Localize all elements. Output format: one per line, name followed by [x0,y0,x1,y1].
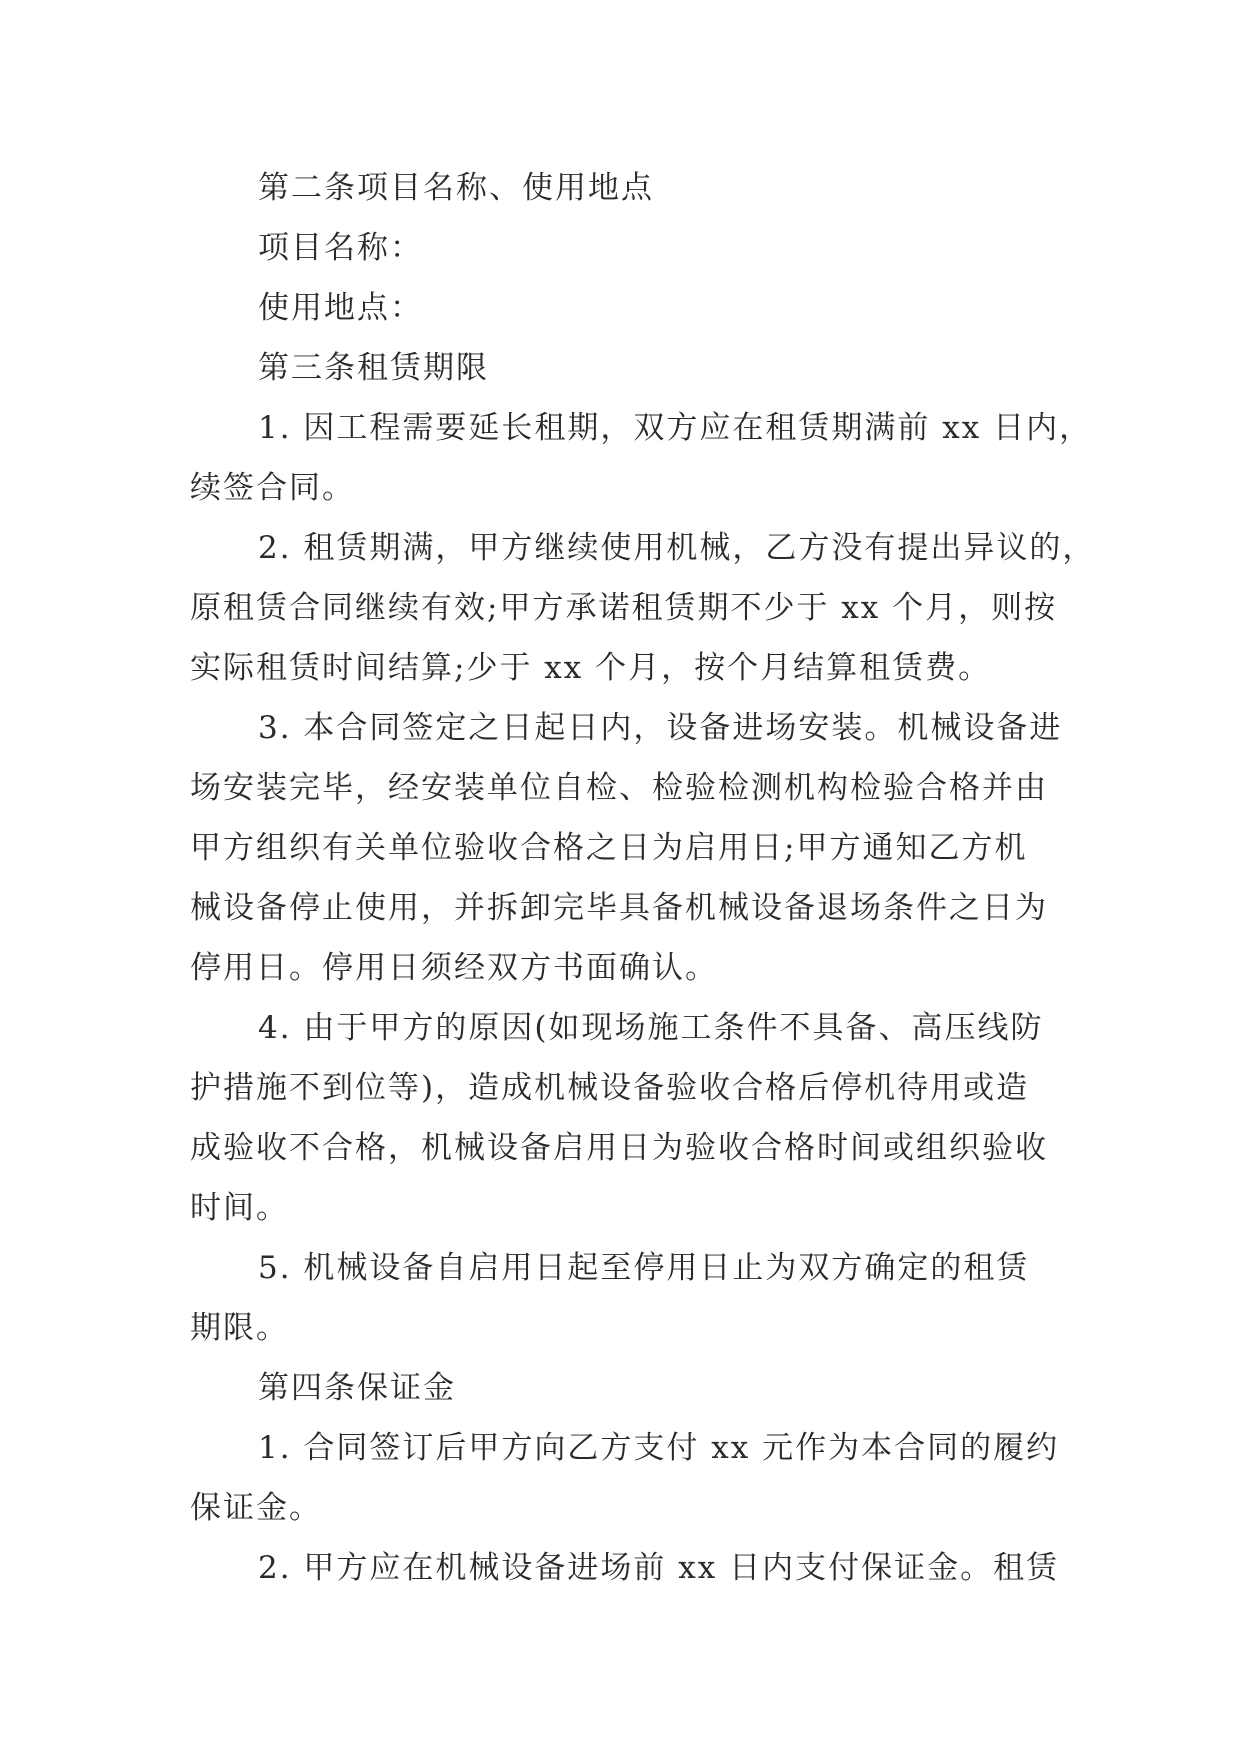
clause-3-2-line-3: 实际租赁时间结算;少于 xx 个月，按个月结算租赁费。 [190,650,992,686]
article-4-heading: 第四条保证金 [258,1370,456,1406]
clause-3-3-line-5: 停用日。停用日须经双方书面确认。 [190,950,718,986]
article-3-heading: 第三条租赁期限 [258,350,489,386]
clause-3-4-line-2: 护措施不到位等)，造成机械设备验收合格后停机待用或造 [190,1070,1030,1106]
clause-3-4-line-1: 4. 由于甲方的原因(如现场施工条件不具备、高压线防 [258,1010,1044,1046]
usage-location-line: 使用地点： [258,290,423,326]
clause-3-1-line-2: 续签合同。 [190,470,355,506]
clause-3-2-line-2: 原租赁合同继续有效;甲方承诺租赁期不少于 xx 个月，则按 [190,590,1058,626]
clause-3-3-line-2: 场安装完毕，经安装单位自检、检验检测机构检验合格并由 [190,770,1048,806]
clause-3-2-line-1: 2. 租赁期满，甲方继续使用机械，乙方没有提出异议的， [258,530,1096,566]
clause-3-3-line-1: 3. 本合同签定之日起日内，设备进场安装。机械设备进 [258,710,1063,746]
project-name-line: 项目名称： [258,230,423,266]
clause-3-3-line-3: 甲方组织有关单位验收合格之日为启用日;甲方通知乙方机 [190,830,1028,866]
document-body [190,158,1096,1598]
clause-3-3-line-4: 械设备停止使用，并拆卸完毕具备机械设备退场条件之日为 [190,890,1048,926]
article-2-heading: 第二条项目名称、使用地点 [258,170,654,206]
clause-4-1-line-1: 1. 合同签订后甲方向乙方支付 xx 元作为本合同的履约 [258,1430,1060,1466]
clause-3-4-line-3: 成验收不合格，机械设备启用日为验收合格时间或组织验收 [190,1130,1048,1166]
clause-3-1-line-1: 1. 因工程需要延长租期，双方应在租赁期满前 xx 日内， [258,410,1093,446]
clause-4-2-line-1: 2. 甲方应在机械设备进场前 xx 日内支付保证金。租赁 [258,1550,1060,1586]
clause-4-1-line-2: 保证金。 [190,1490,322,1526]
clause-3-5-line-2: 期限。 [190,1310,289,1346]
clause-3-4-line-4: 时间。 [190,1190,289,1226]
clause-3-5-line-1: 5. 机械设备自启用日起至停用日止为双方确定的租赁 [258,1250,1030,1286]
